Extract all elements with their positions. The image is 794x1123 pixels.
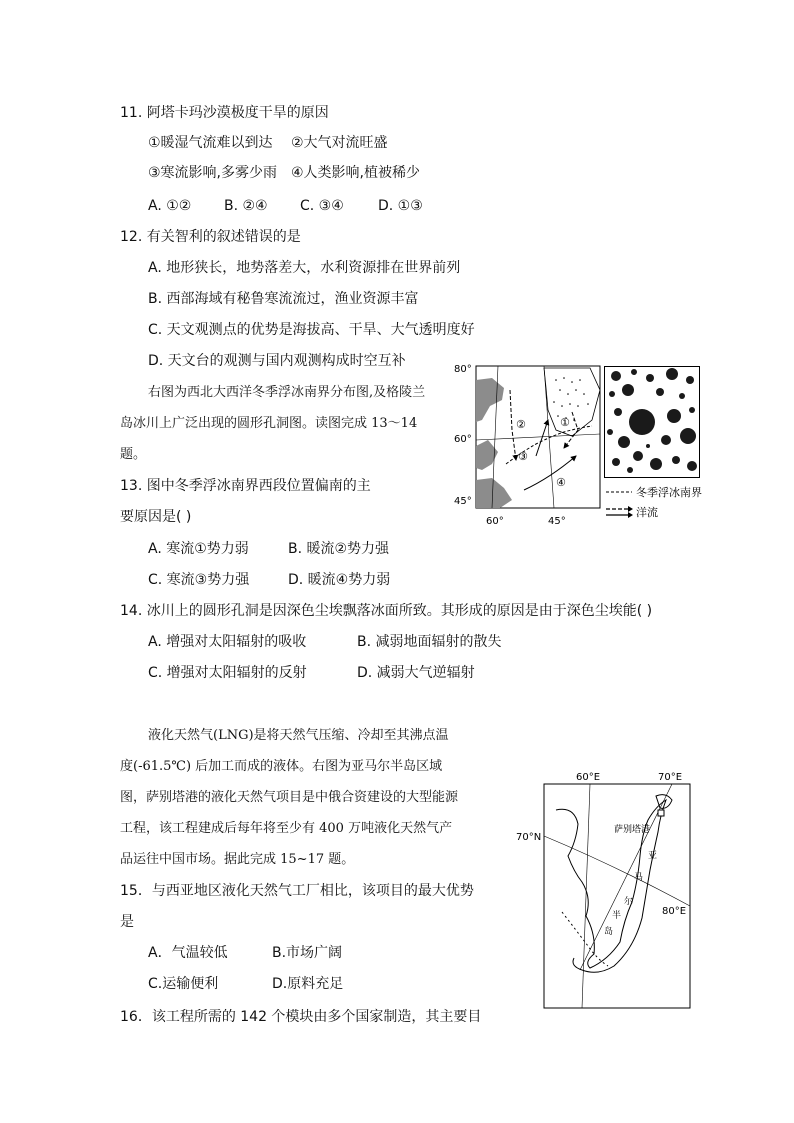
- q14-choice-a[interactable]: A. 增强对太阳辐射的吸收: [148, 634, 307, 650]
- q11-option-1: ①暖湿气流难以到达: [148, 135, 273, 151]
- intro-13-line-2: 岛冰川上广泛出现的圆形孔洞图。读图完成 13～14: [120, 416, 418, 431]
- intro-15-line-4: 工程，该工程建成后每年将至少有 400 万吨液化天然气产: [120, 821, 453, 836]
- q14-choice-c[interactable]: C. 增强对太阳辐射的反射: [148, 665, 307, 681]
- lat-label-80: 80°: [454, 364, 472, 375]
- peninsula-char-5: 岛: [604, 927, 614, 937]
- q11-option-4: ④人类影响,植被稀少: [291, 165, 421, 181]
- q13-stem-line-2: 要原因是( ): [120, 509, 192, 525]
- lon-label-60e: 60°E: [576, 772, 601, 783]
- q14-choice-d[interactable]: D. 减弱大气逆辐射: [357, 665, 475, 681]
- glacier-holes-photo: [604, 366, 700, 478]
- lon-label-45: 45°: [548, 516, 566, 527]
- q15-stem-line-1: 15．与西亚地区液化天然气工厂相比，该项目的最大优势: [120, 883, 474, 899]
- peninsula-char-4: 半: [612, 911, 622, 921]
- q15-stem-line-2: 是: [120, 914, 134, 930]
- q13-stem-line-1: 13. 图中冬季浮冰南界西段位置偏南的主: [120, 478, 371, 494]
- q11-choice-d[interactable]: D. ①③: [378, 198, 423, 214]
- yamal-map: [516, 770, 696, 1016]
- q13-choice-c[interactable]: C. 寒流③势力强: [148, 572, 250, 588]
- lon-label-60: 60°: [486, 516, 504, 527]
- q12-choice-d[interactable]: D. 天文台的观测与国内观测构成时空互补: [148, 353, 406, 369]
- atlantic-map-legend: [604, 482, 714, 522]
- q11-option-2: ②大气对流旺盛: [291, 135, 388, 151]
- lat-label-60: 60°: [454, 434, 472, 445]
- intro-15-line-2: 度(-61.5℃) 后加工而成的液体。右图为亚马尔半岛区域: [120, 759, 443, 774]
- atlantic-ice-map: [452, 360, 602, 530]
- lat-label-70n: 70°N: [516, 832, 542, 843]
- q14-stem: 14. 冰川上的圆形孔洞是因深色尘埃飘落冰面所致。其形成的原因是由于深色尘埃能( ): [120, 603, 653, 619]
- intro-13-line-3: 题。: [120, 447, 147, 462]
- peninsula-char-3: 尔: [624, 897, 634, 907]
- q15-choice-a[interactable]: A．气温较低: [148, 945, 228, 961]
- intro-15-line-1: 液化天然气(LNG)是将天然气压缩、冷却至其沸点温: [148, 728, 449, 743]
- intro-13-line-1: 右图为西北大西洋冬季浮冰南界分布图,及格陵兰: [148, 385, 426, 400]
- q15-choice-b[interactable]: B.市场广阔: [272, 945, 343, 961]
- lat-label-45: 45°: [454, 496, 472, 507]
- legend-ice-boundary: 冬季浮冰南界: [636, 486, 702, 499]
- q12-stem: 12. 有关智利的叙述错误的是: [120, 229, 301, 245]
- q13-choice-b[interactable]: B. 暖流②势力强: [288, 541, 390, 557]
- q14-choice-b[interactable]: B. 减弱地面辐射的散失: [357, 634, 502, 650]
- lon-label-70e: 70°E: [658, 772, 683, 783]
- q12-choice-c[interactable]: C. 天文观测点的优势是海拔高、干旱、大气透明度好: [148, 322, 475, 338]
- q15-choice-d[interactable]: D.原料充足: [272, 976, 344, 992]
- q12-choice-b[interactable]: B. 西部海域有秘鲁寒流流过，渔业资源丰富: [148, 291, 419, 307]
- intro-15-line-5: 品运往中国市场。据此完成 15~17 题。: [120, 852, 355, 867]
- port-label: 萨别塔港: [614, 825, 651, 835]
- q16-stem: 16．该工程所需的 142 个模块由多个国家制造，其主要目: [120, 1009, 482, 1025]
- lon-label-80e: 80°E: [662, 906, 687, 917]
- intro-15-line-3: 图，萨别塔港的液化天然气项目是中俄合资建设的大型能源: [120, 790, 459, 805]
- legend-current: 洋流: [636, 506, 658, 519]
- q13-choice-a[interactable]: A. 寒流①势力弱: [148, 541, 249, 557]
- q11-option-3: ③寒流影响,多雾少雨: [148, 165, 278, 181]
- peninsula-char-2: 马: [634, 873, 644, 883]
- q12-choice-a[interactable]: A. 地形狭长，地势落差大，水利资源排在世界前列: [148, 260, 461, 276]
- q11-choice-b[interactable]: B. ②④: [224, 198, 268, 214]
- q13-choice-d[interactable]: D. 暖流④势力弱: [288, 572, 391, 588]
- current-label-4: ④: [556, 476, 566, 489]
- q15-choice-c[interactable]: C.运输便利: [148, 976, 219, 992]
- q11-stem: 11. 阿塔卡玛沙漠极度干旱的原因: [120, 105, 329, 121]
- q11-choice-c[interactable]: C. ③④: [300, 198, 344, 214]
- current-label-1: ①: [560, 416, 570, 429]
- current-label-3: ③: [518, 450, 528, 463]
- q11-choice-a[interactable]: A. ①②: [148, 198, 192, 214]
- current-label-2: ②: [516, 418, 526, 431]
- peninsula-char-1: 亚: [648, 851, 658, 861]
